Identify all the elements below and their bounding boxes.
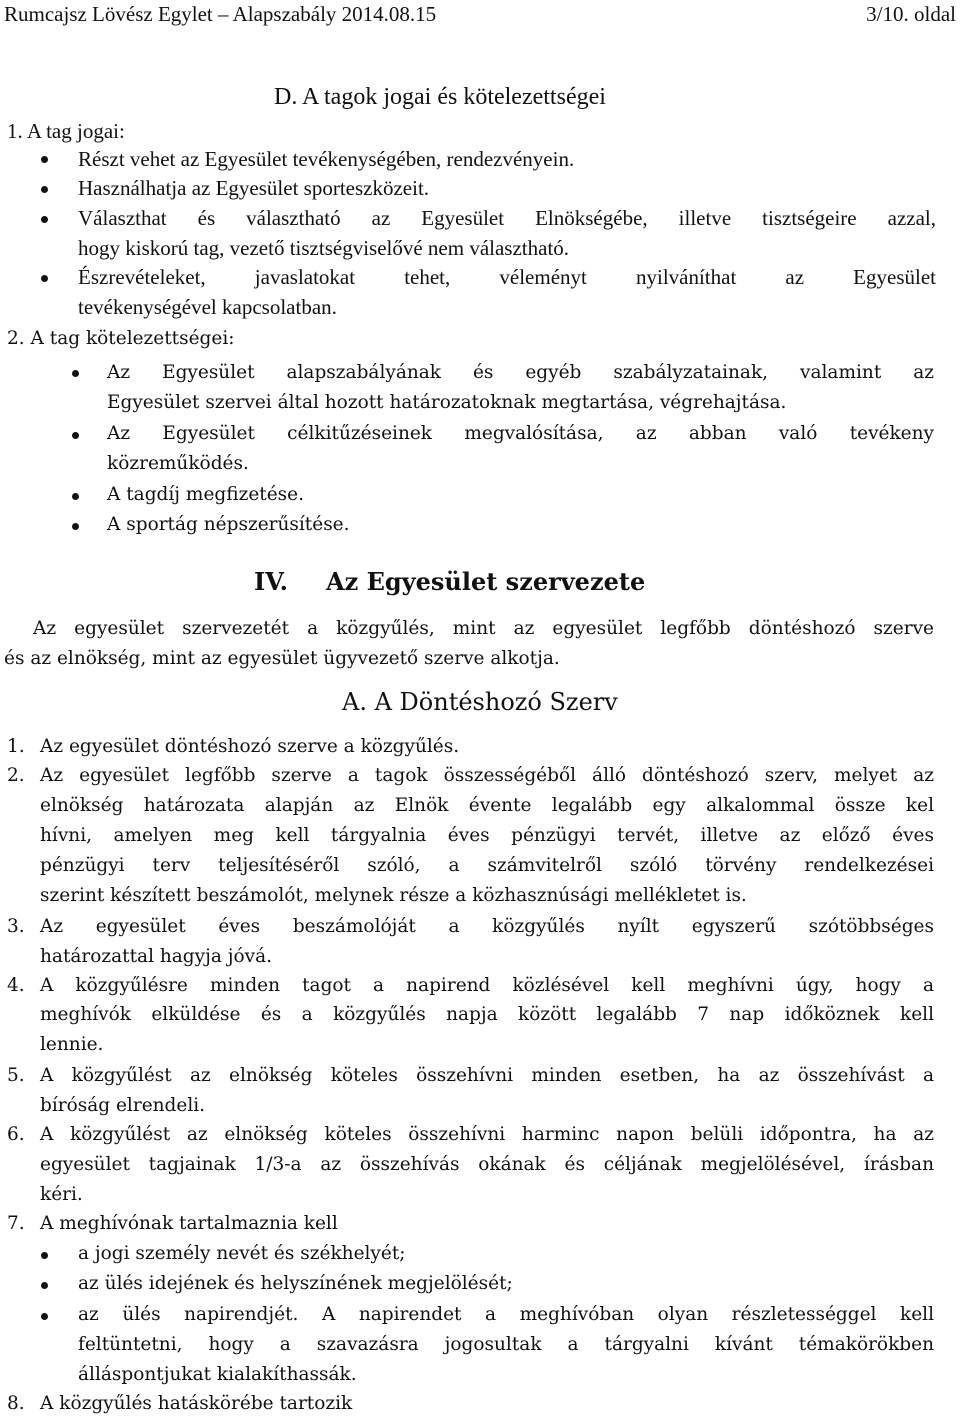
rights-item: Észrevételeket, javaslatokat tehet, véleményt nyilváníthat az Egyesület: [78, 265, 936, 289]
intro-paragraph-continuation: és az elnökség, mint az egyesület ügyvezető szerve alkotja.: [4, 648, 560, 669]
rights-item-continuation: tevékenységével kapcsolatban.: [78, 295, 337, 319]
duties-title: 2. A tag kötelezettségei:: [7, 328, 235, 349]
bullet-icon: [72, 523, 79, 530]
duties-item: Az Egyesület alapszabályának és egyéb szabályzatainak, valamint az: [107, 362, 934, 383]
item-text: A közgyűlésre minden tagot a napirend közlésével kell meghívni úgy, hogy a: [40, 975, 934, 996]
invite-bullet: a jogi személy nevét és székhelyét;: [78, 1243, 406, 1264]
page-header: [4, 2, 956, 28]
bullet-icon: [41, 1282, 48, 1289]
item-number: 5.: [7, 1065, 25, 1086]
invite-bullet-continuation: feltüntetni, hogy a szavazásra jogosultak a tárgyalni kívánt témakörökben: [78, 1334, 934, 1355]
bullet-icon: [41, 216, 48, 223]
item-text: A közgyűlést az elnökség köteles összehívni minden esetben, ha az összehívást a: [40, 1065, 934, 1086]
bullet-icon: [41, 156, 48, 163]
bullet-icon: [72, 370, 79, 377]
bullet-icon: [72, 432, 79, 439]
item-text: pénzügyi terv teljesítéséről szóló, a számvitelről szóló törvény rendelkezései: [40, 855, 934, 876]
invite-bullet-continuation: álláspontjukat kialakíthassák.: [78, 1364, 357, 1385]
rights-title: 1. A tag jogai:: [7, 119, 125, 143]
item-text: Az egyesület döntéshozó szerve a közgyűlés.: [40, 736, 460, 757]
duties-item: Az Egyesület célkitűzéseinek megvalósítása, az abban való tevékeny: [107, 423, 934, 444]
item-text: A meghívónak tartalmaznia kell: [40, 1213, 338, 1234]
item-text: bíróság elrendeli.: [40, 1095, 206, 1116]
section-d-heading: D. A tagok jogai és kötelezettségei: [274, 84, 606, 110]
section-title: Az Egyesület szervezete: [326, 567, 646, 596]
invite-bullet: az ülés idejének és helyszínének megjelölését;: [78, 1273, 513, 1294]
subsection-heading: A. A Döntéshozó Szerv: [342, 688, 618, 716]
item-text: egyesület tagjainak 1/3-a az összehívás okának és céljának megjelölésével, írásban: [40, 1154, 934, 1175]
page-number: 3/10. oldal: [866, 2, 956, 26]
section-number: IV.: [254, 567, 289, 596]
item-text: szerint készített beszámolót, melynek része a közhasznúsági mellékletet is.: [40, 885, 747, 906]
invite-bullet: az ülés napirendjét. A napirendet a meghívóban olyan részletességgel kell: [78, 1304, 934, 1325]
item-text: hívni, amelyen meg kell tárgyalnia éves pénzügyi tervét, illetve az előző éves: [40, 825, 934, 846]
rights-item: Részt vehet az Egyesület tevékenységében, rendezvényein.: [78, 147, 575, 171]
item-text: elnökség határozata alapján az Elnök évente legalább egy alkalommal össze kel: [40, 795, 934, 816]
duties-item: A sportág népszerűsítése.: [107, 514, 350, 535]
item-number: 4.: [7, 975, 25, 996]
item-text: meghívók elküldése és a közgyűlés napja között legalább 7 nap időköznek kell: [40, 1004, 934, 1025]
document-title: Rumcajsz Lövész Egylet – Alapszabály 2014.08.15: [4, 2, 437, 26]
intro-paragraph: Az egyesület szervezetét a közgyűlés, mint az egyesület legfőbb döntéshozó szerve: [33, 618, 934, 639]
rights-item: Választhat és választható az Egyesület Elnökségébe, illetve tisztségeire azzal,: [78, 206, 936, 230]
item-text: Az egyesület legfőbb szerve a tagok összességéből álló döntéshozó szerv, melyet az: [40, 765, 934, 786]
item-number: 8.: [7, 1393, 25, 1414]
item-number: 7.: [7, 1213, 25, 1234]
bullet-icon: [72, 493, 79, 500]
item-text: A közgyűlést az elnökség köteles összehívni harminc napon belüli időpontra, ha az: [40, 1124, 934, 1145]
item-text: határozattal hagyja jóvá.: [40, 946, 272, 967]
bullet-icon: [41, 1313, 48, 1320]
duties-item-continuation: közreműködés.: [107, 453, 249, 474]
item-text: kéri.: [40, 1184, 83, 1205]
item-number: 3.: [7, 916, 25, 937]
item-number: 2.: [7, 765, 25, 786]
duties-item: A tagdíj megfizetése.: [107, 484, 304, 505]
item-text: A közgyűlés hatáskörébe tartozik: [40, 1393, 353, 1414]
rights-item-continuation: hogy kiskorú tag, vezető tisztségviselővé nem választható.: [78, 236, 570, 260]
duties-item-continuation: Egyesület szervei által hozott határozatoknak megtartása, végrehajtása.: [107, 392, 787, 413]
item-number: 6.: [7, 1124, 25, 1145]
bullet-icon: [41, 275, 48, 282]
bullet-icon: [41, 186, 48, 193]
item-text: Az egyesület éves beszámolóját a közgyűlés nyílt egyszerű szótöbbséges: [40, 916, 934, 937]
rights-item: Használhatja az Egyesület sporteszközeit.: [78, 176, 430, 200]
item-number: 1.: [7, 736, 25, 757]
bullet-icon: [41, 1252, 48, 1259]
item-text: lennie.: [40, 1034, 104, 1055]
